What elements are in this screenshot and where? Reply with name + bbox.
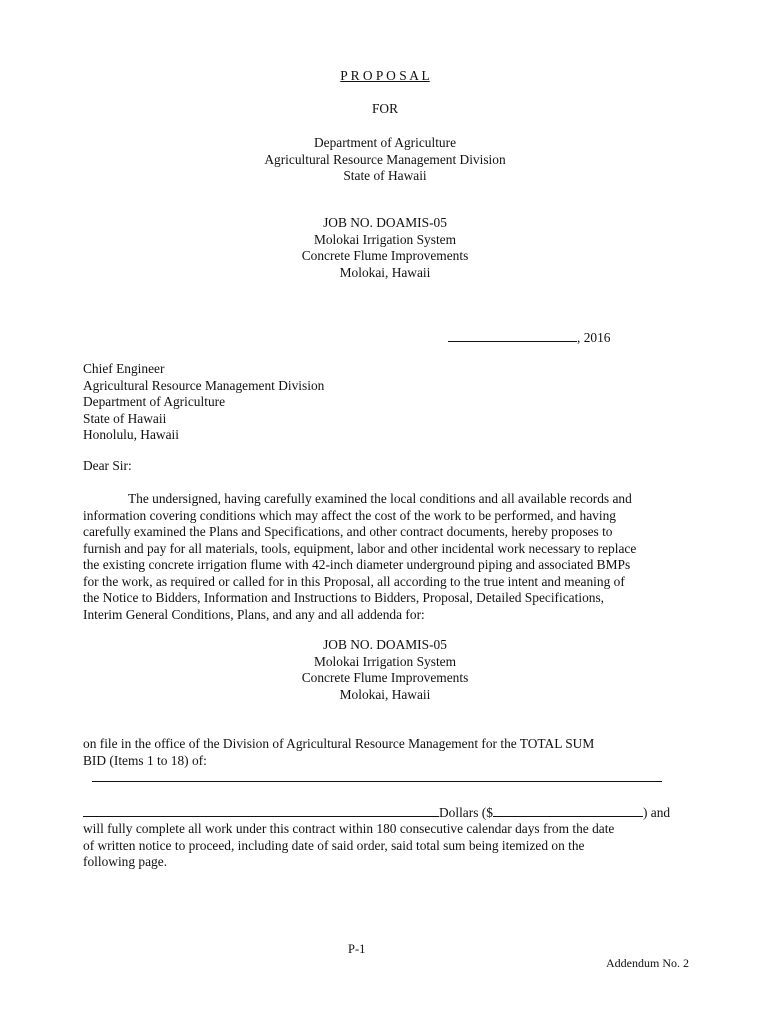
- date-blank[interactable]: [448, 329, 577, 342]
- amount-words-blank[interactable]: [92, 781, 662, 782]
- dollars-label: Dollars ($: [439, 805, 493, 820]
- addressee-block: [83, 361, 324, 444]
- job-line: Molokai Irrigation System: [313, 231, 457, 247]
- addressee-line: Chief Engineer: [83, 361, 165, 376]
- onfile-line: BID (Items 1 to 18) of:: [83, 752, 207, 768]
- closing-line: of written notice to proceed, including date of said order, said total sum being itemized on the: [83, 837, 585, 853]
- dollars-end: ) and: [642, 805, 671, 820]
- amount-figure-blank[interactable]: [493, 804, 643, 817]
- body-line: Interim General Conditions, Plans, and any and all addenda for:: [83, 606, 425, 622]
- proposal-title: P R O P O S A L: [340, 68, 430, 83]
- body-line: carefully examined the Plans and Specifications, and other contract documents, hereby proposes to: [83, 524, 613, 539]
- onfile-line: on file in the office of the Division of Agricultural Resource Management for the TOTAL SUM: [83, 736, 595, 751]
- job-line: Concrete Flume Improvements: [301, 248, 469, 263]
- addressee-line: Honolulu, Hawaii: [83, 427, 179, 442]
- job-block: [0, 215, 770, 281]
- addressee-line: Agricultural Resource Management Division: [83, 377, 325, 393]
- body-line: information covering conditions which may affect the cost of the work to be performed, and having: [83, 507, 616, 523]
- organization-block: [0, 135, 770, 185]
- job-repeat-block: [0, 637, 770, 703]
- body-line: furnish and pay for all materials, tools, equipment, labor and other incidental work necessary to replace: [83, 540, 637, 556]
- dollars-line: [83, 804, 670, 822]
- closing-line: will fully complete all work under this contract within 180 consecutive calendar days from the date: [83, 821, 615, 836]
- for-label: FOR: [371, 101, 399, 116]
- date-year: , 2016: [577, 330, 611, 345]
- org-line: State of Hawaii: [343, 168, 427, 183]
- body-paragraph: [83, 491, 703, 623]
- salutation: Dear Sir:: [83, 458, 132, 473]
- job-line: Molokai, Hawaii: [339, 686, 431, 702]
- job-line: Molokai, Hawaii: [339, 264, 431, 280]
- org-line: Agricultural Resource Management Division: [264, 151, 506, 167]
- addressee-line: State of Hawaii: [83, 410, 167, 426]
- closing-paragraph: [83, 821, 703, 871]
- page-number: P-1: [348, 942, 366, 956]
- onfile-paragraph: [83, 736, 703, 769]
- addendum-label: Addendum No. 2: [606, 956, 689, 970]
- body-line: for the work, as required or called for in this Proposal, all according to the true intent and meaning of: [83, 573, 625, 589]
- body-line: The undersigned, having carefully examined the local conditions and all available records and: [128, 491, 632, 506]
- closing-line: following page.: [83, 854, 168, 869]
- date-line: [448, 329, 610, 347]
- body-line: the existing concrete irrigation flume with 42-inch diameter underground piping and associated BMPs: [83, 557, 631, 572]
- job-line: Concrete Flume Improvements: [301, 670, 469, 685]
- addressee-line: Department of Agriculture: [83, 394, 226, 409]
- job-line: JOB NO. DOAMIS-05: [323, 215, 447, 230]
- org-line: Department of Agriculture: [313, 135, 457, 150]
- body-line: the Notice to Bidders, Information and Instructions to Bidders, Proposal, Detailed Specifications,: [83, 590, 605, 605]
- job-line: JOB NO. DOAMIS-05: [323, 637, 447, 652]
- job-line: Molokai Irrigation System: [313, 653, 457, 669]
- amount-words-blank-2[interactable]: [83, 804, 439, 817]
